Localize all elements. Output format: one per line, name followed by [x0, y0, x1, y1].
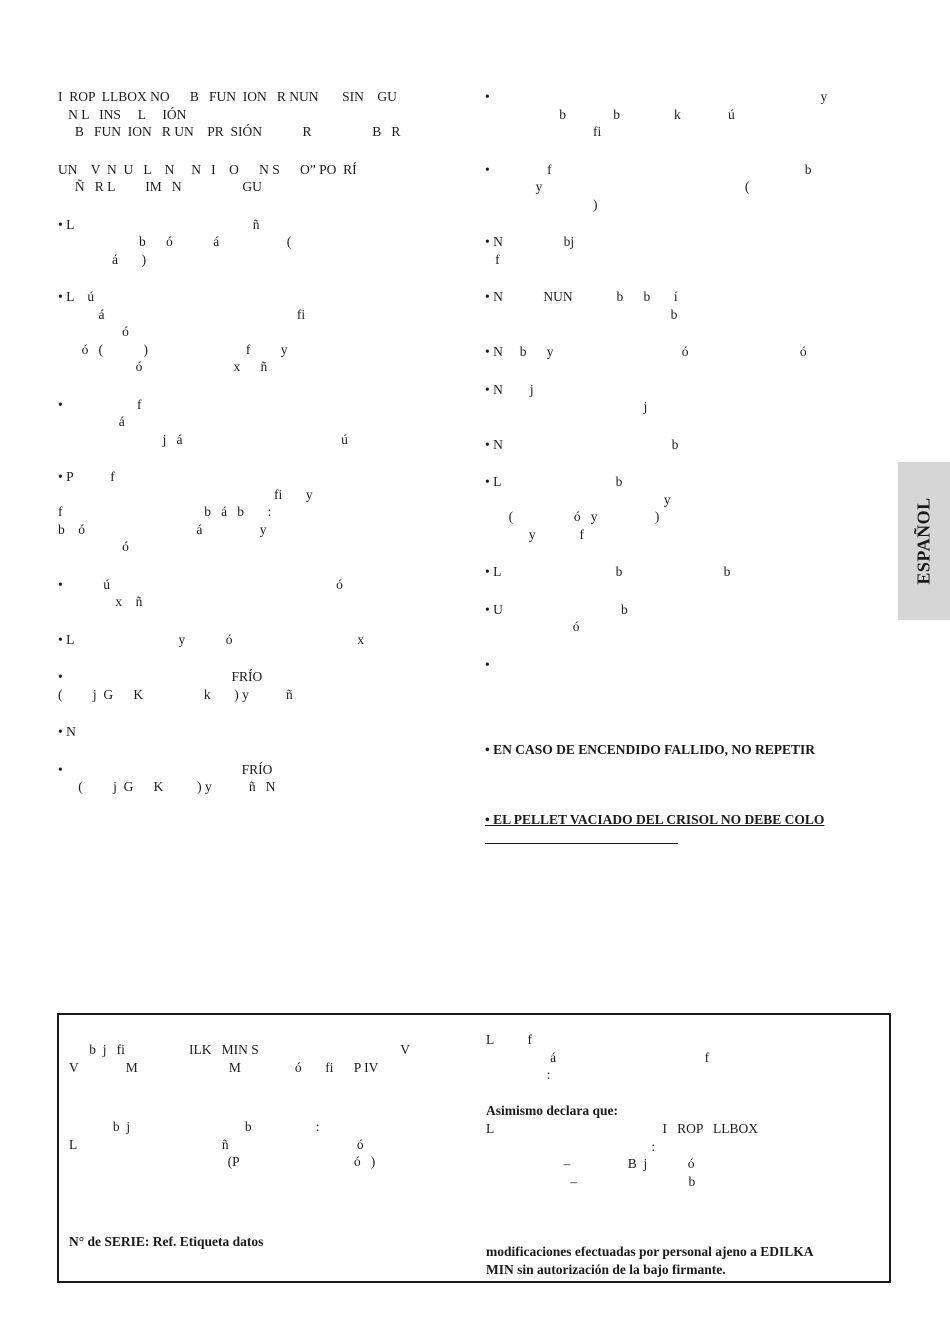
- left-paragraph: I ROP LLBOX NO B FUN ION R NUN SIN GU N L INS L IÓN B FUN ION R UN PR SIÓN R B R: [58, 89, 401, 139]
- right-paragraph: • N b: [485, 436, 679, 452]
- declaration-box: [57, 1013, 891, 1283]
- also-declares-body: L I ROP LLBOX : – B j ó – b: [486, 1121, 758, 1189]
- pellet-warning: • EL PELLET VACIADO DEL CRISOL NO DEBE COLO: [485, 812, 825, 827]
- right-paragraph: • L b y ( ó y ) y f: [485, 474, 671, 542]
- right-paragraph: • N bj f: [485, 234, 575, 267]
- right-paragraph: • L b b: [485, 564, 731, 579]
- declaration-intro: b j fi ILK MIN S V V M M ó fi P IV: [69, 1042, 411, 1075]
- right-column: [485, 88, 880, 693]
- right-paragraph: • U b ó: [485, 601, 628, 634]
- left-paragraph: • ú ó x ñ: [58, 576, 343, 609]
- right-paragraph: • f b y ( ): [485, 161, 812, 212]
- serial-number-label: N° de SERIE: Ref. Etiqueta datos: [69, 1234, 264, 1249]
- left-paragraph: • L ñ b ó á ( á ): [58, 216, 292, 267]
- modifications-note: modificaciones efectuadas por personal ajeno a EDILKA MIN sin autorización de la bajo firmante.: [486, 1244, 814, 1277]
- language-tab: [898, 462, 950, 620]
- right-paragraph: •: [485, 656, 490, 672]
- left-paragraph: • L ú á fi ó ó ( ) f y ó x ñ: [58, 289, 306, 374]
- left-column: [58, 88, 458, 816]
- left-paragraph: • FRÍO ( j G K k ) y ñ: [58, 669, 293, 702]
- right-paragraph: • N NUN b b í b: [485, 289, 678, 322]
- right-paragraph: • y b b k ú fi: [485, 89, 828, 139]
- left-paragraph: • N: [58, 724, 76, 739]
- left-paragraph: • P f fi y f b á b : b ó á y ó: [58, 469, 313, 554]
- left-paragraph: UN V N U L N N I O N S O” PO RÍ Ñ R L IM N GU: [58, 161, 357, 194]
- left-paragraph: • L y ó x: [58, 631, 365, 647]
- language-tab-label: ESPAÑOL: [913, 497, 934, 585]
- right-paragraph: • N j j: [485, 381, 648, 414]
- left-paragraph: • f á j á ú: [58, 396, 348, 447]
- declaration-product: b j b : L ñ ó (P ó ): [69, 1119, 376, 1169]
- left-paragraph: • FRÍO ( j G K ) y ñ N: [58, 761, 276, 794]
- declaration-conformity: L f á f :: [486, 1032, 710, 1082]
- also-declares-heading: Asimismo declara que:: [486, 1103, 618, 1118]
- right-paragraph: • N b y ó ó: [485, 344, 807, 359]
- warning-underline: [485, 843, 678, 844]
- failed-ignition-warning: • EN CASO DE ENCENDIDO FALLIDO, NO REPETIR: [485, 742, 816, 757]
